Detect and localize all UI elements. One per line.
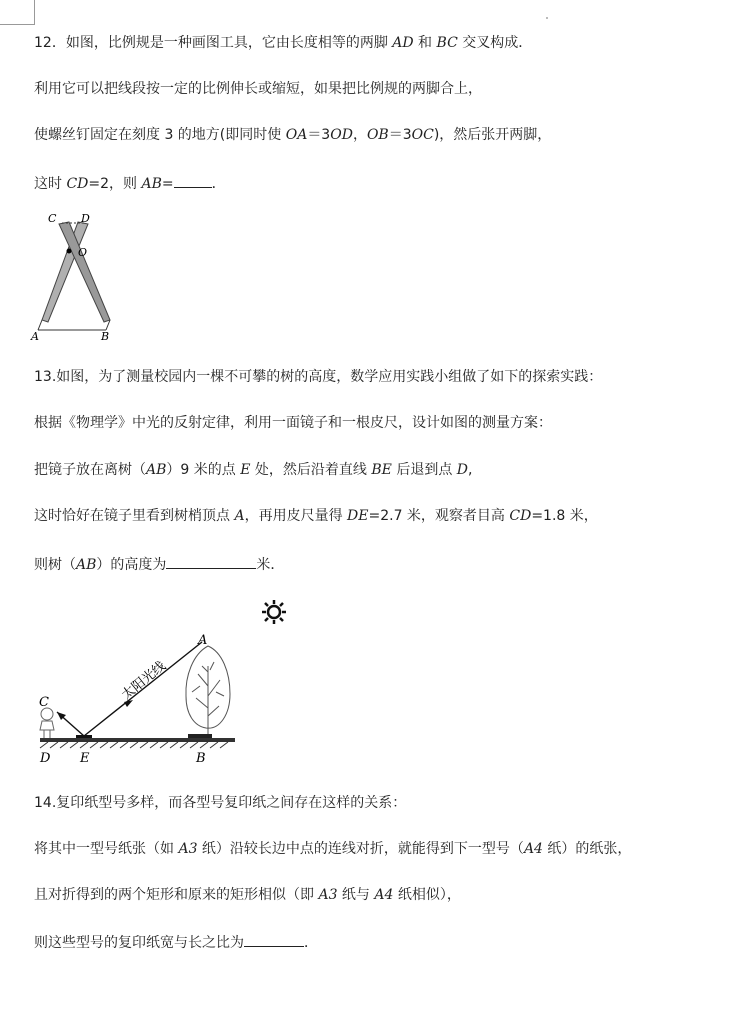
q12-line-1: 12．如图，比例规是一种画图工具，它由长度相等的两脚 AD 和 BC 交叉构成．	[34, 35, 533, 51]
label-o: O	[78, 246, 88, 259]
q12-proportional-compass-figure	[28, 210, 124, 346]
page-dot-mark	[546, 17, 548, 19]
q13-line-3: 把镜子放在离树（AB）9 米的点 E 处，然后沿着直线 BE 后退到点 D,	[34, 462, 473, 478]
q13-line-2: 根据《物理学》中光的反射定律，利用一面镜子和一根皮尺，设计如图的测量方案：	[34, 415, 552, 431]
label-b: B	[101, 330, 110, 343]
label-b: B	[196, 751, 206, 766]
q14-answer-blank[interactable]	[244, 931, 304, 947]
pivot-screw	[67, 249, 72, 254]
sun-ray-label: 太阳光线	[119, 658, 169, 704]
label-d: D	[81, 212, 90, 225]
q12-line-4: 这时 CD=2，则 AB= ．	[34, 172, 226, 194]
ground	[40, 738, 235, 742]
q14-line-3: 且对折得到的两个矩形和原来的矩形相似（即 A3 纸与 A4 纸相似），	[34, 887, 461, 903]
tip-a	[38, 320, 42, 330]
q13-mirror-reflection-figure	[30, 596, 290, 768]
q12-answer-blank[interactable]	[174, 172, 212, 188]
label-a: A	[198, 633, 208, 648]
tree-base	[188, 734, 212, 738]
q14-line-1: 14.复印纸型号多样，而各型号复印纸之间存在这样的关系：	[34, 795, 407, 811]
q14-line-4: 则这些型号的复印纸宽与长之比为 ．	[34, 931, 318, 953]
tree-drawing	[186, 646, 230, 736]
label-c: C	[39, 695, 49, 710]
page-corner-mark	[0, 0, 35, 25]
sun-icon	[262, 600, 286, 624]
label-a: A	[31, 330, 39, 343]
label-d: D	[40, 751, 51, 766]
label-c: C	[48, 212, 57, 225]
label-e: E	[80, 751, 90, 766]
q13-line-4: 这时恰好在镜子里看到树梢顶点 A，再用皮尺量得 DE=2.7 米，观察者目高 CD=1.8 米，	[34, 508, 598, 524]
q12-line-3: 使螺丝钉固定在刻度 3 的地方(即同时使 OA＝3OD，OB＝3OC)，然后张开两脚，	[34, 127, 552, 143]
q14-line-2: 将其中一型号纸张（如 A3 纸）沿较长边中点的连线对折，就能得到下一型号（A4 纸）的纸张，	[34, 841, 632, 857]
q12-line-2: 利用它可以把线段按一定的比例伸长或缩短，如果把比例规的两脚合上，	[34, 81, 482, 97]
q13-answer-blank[interactable]	[166, 553, 256, 569]
q13-line-5: 则树（AB）的高度为 米．	[34, 553, 284, 575]
q13-line-1: 13.如图，为了测量校园内一棵不可攀的树的高度，数学应用实践小组做了如下的探索实践：	[34, 369, 603, 385]
observer-person	[40, 708, 54, 738]
ground-hatching	[40, 742, 228, 748]
